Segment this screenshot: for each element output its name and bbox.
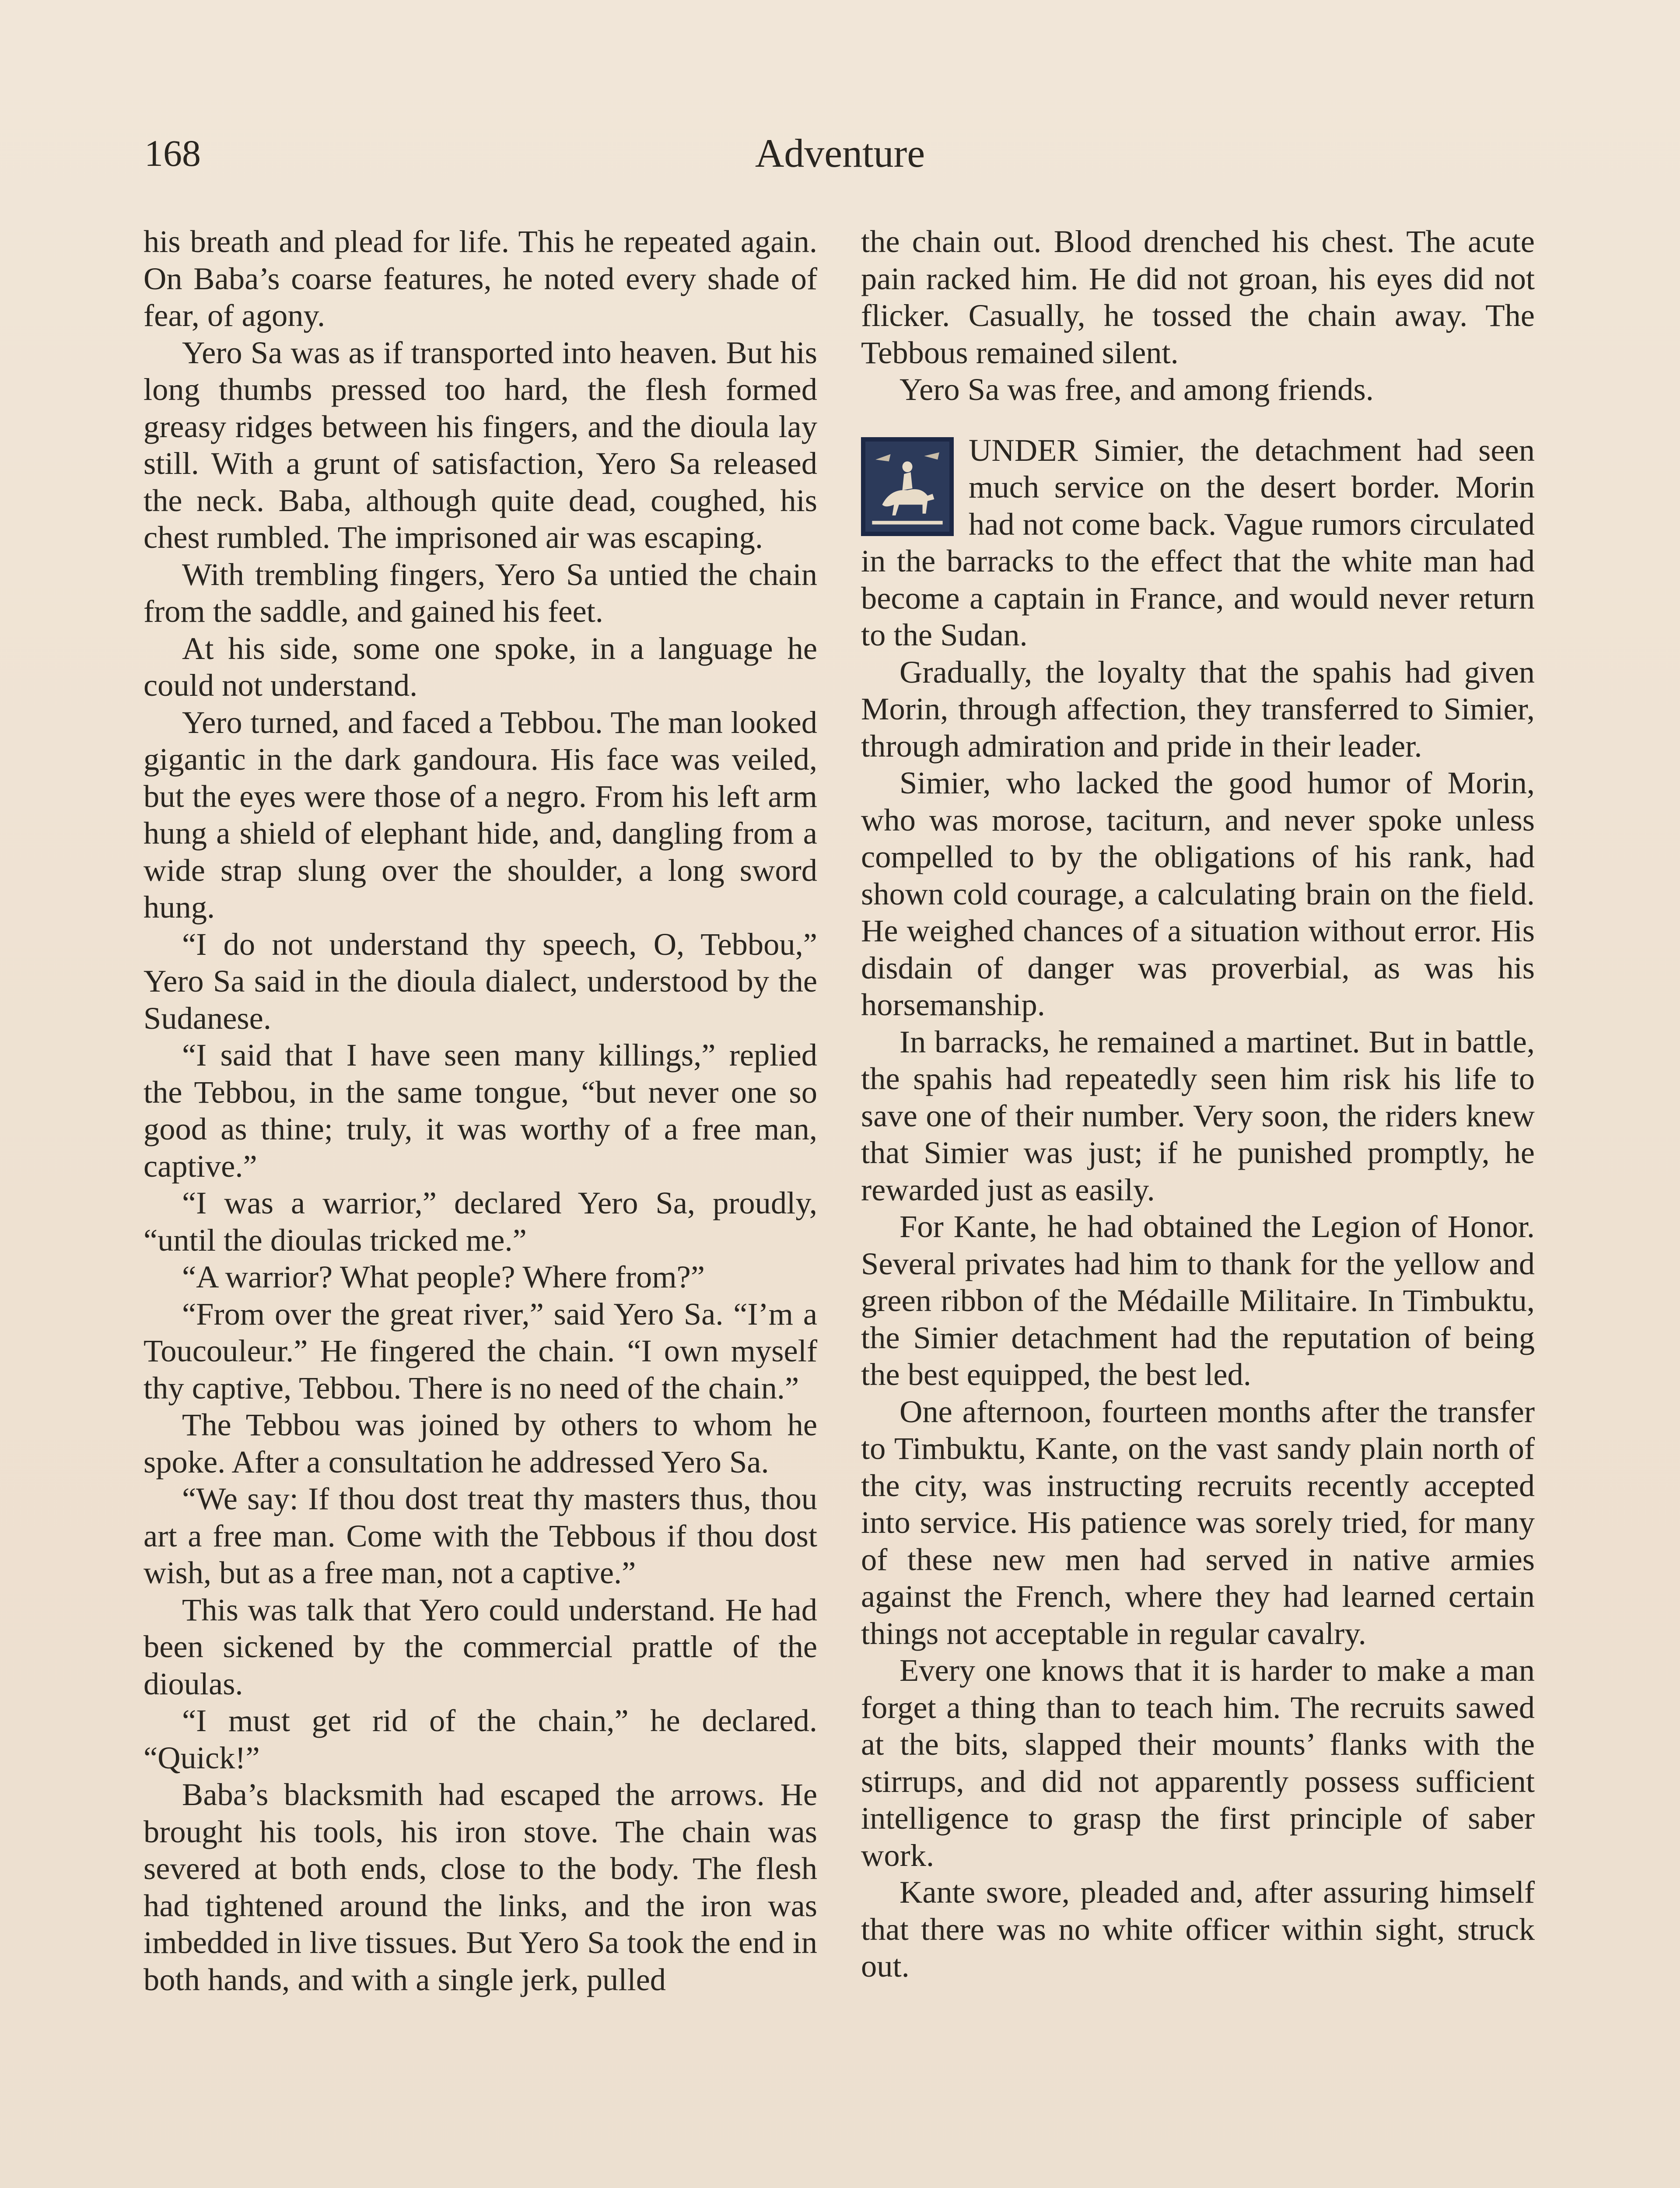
paragraph: Every one knows that it is harder to make a man forget a thing than to teach him. The recruits sawed at the bits, slapped their mounts’ flanks with the stirrups, and did not apparently possess sufficient intelligence to grasp the first principle of saber work. [861, 1652, 1535, 1873]
paragraph: Yero Sa was free, and among friends. [900, 372, 1374, 407]
paragraph: “From over the great river,” said Yero Sa. “I’m a Toucouleur.” He fingered the chain. “I own myself thy captive, Tebbou. There is no need of the chain.” [144, 1296, 817, 1406]
paragraph: Simier, who lacked the good humor of Morin, who was morose, taciturn, and never spoke unless compelled to by the obligations of his rank, had shown cold courage, a calculating brain on the field. He weighed chances of a situation without error. His disdain of danger was proverbial, as was his horsemanship. [861, 765, 1535, 1022]
paragraph: With trembling fingers, Yero Sa untied the chain from the saddle, and gained his feet. [144, 556, 817, 629]
paragraph: In barracks, he remained a martinet. But in battle, the spahis had repeatedly seen him risk his life to save one of their number. Very soon, the riders knew that Simier was just; if he punished promptly, he rewarded just as easily. [861, 1024, 1535, 1207]
paragraph: “I do not understand thy speech, O, Tebbou,” Yero Sa said in the dioula dialect, understood by the Sudanese. [144, 926, 817, 1036]
paragraph: “I was a warrior,” declared Yero Sa, proudly, “until the dioulas tricked me.” [144, 1185, 817, 1258]
paragraph: “We say: If thou dost treat thy masters thus, thou art a free man. Come with the Tebbous if thou dost wish, but as a free man, not a captive.” [144, 1481, 817, 1590]
paragraph: Baba’s blacksmith had escaped the arrows. He brought his tools, his iron stove. The chain was severed at both ends, close to the body. The flesh had tightened around the links, and the iron was imbedded in live tissues. But Yero Sa took the end in both hands, and with a single jerk, pulled [144, 1777, 817, 1997]
section-start [861, 432, 1535, 654]
paragraph: the chain out. Blood drenched his chest. The acute pain racked him. He did not groan, his eyes did not flicker. Casually, he tossed the chain away. The Tebbous remained silent. [861, 224, 1535, 370]
paragraph: For Kante, he had obtained the Legion of Honor. Several privates had him to thank for the yellow and green ribbon of the Médaille Militaire. In Timbuktu, the Simier detachment had the reputation of being the best equipped, the best led. [861, 1209, 1535, 1392]
right-column [861, 223, 1535, 1985]
paragraph: his breath and plead for life. This he repeated again. On Baba’s coarse features, he noted every shade of fear, of agony. [144, 224, 817, 333]
left-column [144, 223, 817, 1998]
page-number: 168 [144, 132, 201, 174]
page-header [144, 127, 1536, 188]
paragraph: One afternoon, fourteen months after the transfer to Timbuktu, Kante, on the vast sandy plain north of the city, was instructing recruits recently accepted into service. His patience was sorely tried, for many of these new men had served in native armies against the French, where they had learned certain things not acceptable in regular cavalry. [861, 1393, 1535, 1651]
paragraph: At his side, some one spoke, in a language he could not understand. [144, 630, 817, 703]
paragraph: “I said that I have seen many killings,” replied the Tebbou, in the same tongue, “but never one so good as thine; truly, it was worthy of a free man, captive.” [144, 1037, 817, 1184]
paragraph: This was talk that Yero could understand. He had been sickened by the commercial prattle of the dioulas. [144, 1592, 817, 1701]
paragraph: UNDER Simier, the detachment had seen much service on the desert border. Morin had not come back. Vague rumors circulated in the barracks to the effect that the white man had become a captain in France, and would never return to the Sudan. [861, 432, 1535, 652]
paragraph: “A warrior? What people? Where from?” [182, 1259, 705, 1294]
paragraph: The Tebbou was joined by others to whom he spoke. After a consultation he addressed Yero Sa. [144, 1407, 817, 1480]
running-title: Adventure [755, 131, 925, 175]
horse-rider-icon [865, 442, 949, 532]
decorative-dropcap-illustration [861, 437, 954, 536]
paragraph: Kante swore, pleaded and, after assuring himself that there was no white officer within sight, struck out. [861, 1874, 1535, 1984]
paragraph: “I must get rid of the chain,” he declared. “Quick!” [144, 1703, 817, 1775]
paragraph: Yero turned, and faced a Tebbou. The man looked gigantic in the dark gandoura. His face was veiled, but the eyes were those of a negro. From his left arm hung a shield of elephant hide, and, dangling from a wide strap slung over the shoulder, a long sword hung. [144, 704, 817, 925]
paragraph: Gradually, the loyalty that the spahis had given Morin, through affection, they transferred to Simier, through admiration and pride in their leader. [861, 654, 1535, 764]
paragraph: Yero Sa was as if transported into heaven. But his long thumbs pressed too hard, the flesh formed greasy ridges between his fingers, and the dioula lay still. With a grunt of satisfaction, Yero Sa released the neck. Baba, although quite dead, coughed, his chest rumbled. The imprisoned air was escaping. [144, 334, 817, 555]
